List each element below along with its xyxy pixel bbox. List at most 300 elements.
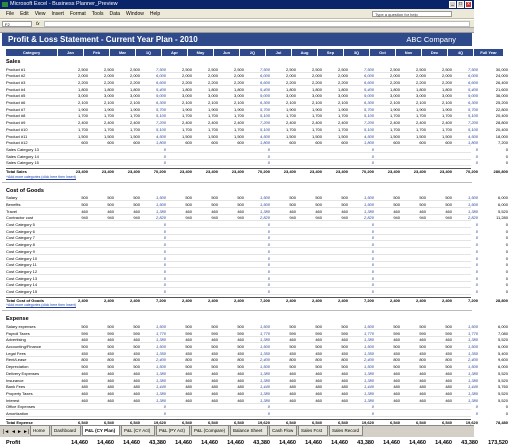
cell-4q[interactable]: 6,300 — [467, 100, 478, 105]
row-label[interactable]: Depreciation — [6, 364, 29, 370]
cell-dec[interactable]: 460 — [445, 208, 452, 214]
cell-dec[interactable]: 800 — [445, 357, 452, 363]
cell-aug[interactable]: 23,400 — [309, 169, 322, 174]
menu-format[interactable]: Format — [69, 11, 86, 17]
cell-dec[interactable]: 1,800 — [441, 86, 452, 92]
cell-nov[interactable]: 2,100 — [415, 100, 426, 105]
last-sheet-icon[interactable]: ►| — [23, 429, 30, 435]
cell-jun[interactable]: 23,400 — [231, 169, 244, 174]
cell-oct[interactable]: 2,200 — [389, 79, 400, 85]
cell-1q[interactable]: 70,200 — [153, 169, 166, 174]
cell-may[interactable]: 3,000 — [207, 93, 218, 99]
cell-may[interactable]: 460 — [211, 370, 218, 376]
cell-oct[interactable]: 2,500 — [389, 66, 400, 72]
cell-apr[interactable]: 940 — [185, 215, 192, 221]
cell-mar[interactable]: 2,500 — [129, 66, 140, 72]
cell-mar[interactable]: 450 — [133, 350, 140, 356]
cell-may[interactable]: 500 — [211, 364, 218, 370]
cell-feb[interactable]: 6,540 — [103, 419, 114, 425]
cell-feb[interactable]: 800 — [107, 357, 114, 363]
cell-jul[interactable]: 1,700 — [285, 126, 296, 132]
cell-full-year[interactable]: 5,520 — [497, 397, 508, 403]
cell-aug[interactable]: 460 — [315, 390, 322, 396]
cell-jan[interactable]: 460 — [81, 337, 88, 343]
cell-sep[interactable]: 600 — [341, 140, 348, 146]
cell-sep[interactable]: 1,700 — [337, 113, 348, 119]
cell-aug[interactable]: 14,460 — [305, 440, 322, 447]
cell-full-year[interactable]: 5,520 — [497, 390, 508, 396]
cell-3q[interactable]: 5,700 — [363, 106, 374, 112]
cell-1q[interactable]: 0 — [163, 228, 166, 234]
cell-2q[interactable]: 0 — [267, 242, 270, 248]
cell-2q[interactable]: 2,820 — [259, 215, 270, 221]
cell-apr[interactable]: 14,460 — [175, 440, 192, 447]
cell-aug[interactable]: 500 — [315, 364, 322, 370]
row-label[interactable]: Cost Category 6 — [6, 228, 35, 234]
cell-jul[interactable]: 500 — [289, 201, 296, 207]
minimize-button[interactable]: _ — [449, 1, 456, 8]
cell-mar[interactable]: 6,540 — [129, 419, 140, 425]
row-label[interactable]: Contractor cost — [6, 215, 34, 221]
cell-full-year[interactable]: 7,200 — [497, 140, 508, 146]
sheet-tab-p-l-cy-act[interactable]: P&L (CY Act) — [121, 426, 155, 436]
cell-1q[interactable]: 1,380 — [155, 370, 166, 376]
cell-jun[interactable]: 460 — [237, 208, 244, 214]
cell-3q[interactable]: 7,200 — [363, 120, 374, 126]
cell-full-year[interactable]: 5,520 — [497, 337, 508, 343]
cell-jan[interactable]: 460 — [81, 370, 88, 376]
row-label[interactable]: Salary expenses — [6, 323, 36, 329]
cell-jan[interactable]: 460 — [81, 377, 88, 383]
cell-nov[interactable]: 2,200 — [415, 79, 426, 85]
cell-2q[interactable]: 0 — [267, 235, 270, 241]
cell-sep[interactable]: 500 — [341, 344, 348, 349]
cell-feb[interactable]: 460 — [107, 390, 114, 396]
cell-may[interactable]: 590 — [211, 330, 218, 336]
cell-1q[interactable]: 0 — [163, 160, 166, 166]
cell-mar[interactable]: 800 — [133, 357, 140, 363]
cell-4q[interactable]: 1,500 — [467, 195, 478, 201]
cell-apr[interactable]: 1,800 — [181, 86, 192, 92]
cell-jun[interactable]: 3,000 — [233, 93, 244, 99]
row-label[interactable]: Product #10 — [6, 126, 28, 132]
row-label[interactable]: Cost Category 8 — [6, 242, 35, 248]
cell-4q[interactable]: 6,000 — [467, 73, 478, 79]
cell-mar[interactable]: 3,000 — [129, 93, 140, 99]
cell-full-year[interactable]: 7,080 — [497, 330, 508, 336]
add-categories-link[interactable]: +Add more categories (click here then Insert) — [6, 303, 76, 308]
cell-4q[interactable]: 0 — [475, 160, 478, 166]
cell-4q[interactable]: 0 — [475, 255, 478, 261]
cell-full-year[interactable]: 22,800 — [495, 106, 508, 112]
cell-oct[interactable]: 1,800 — [389, 86, 400, 92]
cell-may[interactable]: 500 — [211, 323, 218, 329]
cell-jan[interactable]: 23,400 — [75, 169, 88, 174]
cell-oct[interactable]: 500 — [393, 195, 400, 201]
cell-oct[interactable]: 460 — [393, 370, 400, 376]
cell-feb[interactable]: 2,500 — [103, 66, 114, 72]
cell-nov[interactable]: 500 — [419, 323, 426, 329]
cell-mar[interactable]: 480 — [133, 384, 140, 390]
row-label[interactable]: Product #12 — [6, 140, 28, 146]
cell-aug[interactable]: 2,400 — [311, 297, 322, 303]
cell-may[interactable]: 500 — [211, 344, 218, 349]
cell-feb[interactable]: 600 — [107, 140, 114, 146]
cell-nov[interactable]: 2,000 — [415, 73, 426, 79]
cell-jan[interactable]: 14,460 — [71, 440, 88, 447]
cell-3q[interactable]: 5,100 — [363, 126, 374, 132]
cell-jun[interactable]: 2,500 — [233, 66, 244, 72]
cell-nov[interactable]: 1,500 — [415, 133, 426, 139]
cell-nov[interactable]: 460 — [419, 377, 426, 383]
cell-3q[interactable]: 1,500 — [363, 344, 374, 349]
cell-jul[interactable]: 940 — [289, 215, 296, 221]
cell-full-year[interactable]: 0 — [505, 275, 508, 281]
cell-nov[interactable]: 940 — [419, 215, 426, 221]
cell-dec[interactable]: 2,500 — [441, 66, 452, 72]
row-label[interactable]: Product #7 — [6, 106, 26, 112]
cell-dec[interactable]: 1,900 — [441, 106, 452, 112]
cell-aug[interactable]: 450 — [315, 350, 322, 356]
cell-3q[interactable]: 1,350 — [363, 350, 374, 356]
sheet-tab-sales-record[interactable]: Sales Record — [329, 426, 363, 436]
cell-3q[interactable]: 0 — [371, 289, 374, 294]
cell-aug[interactable]: 600 — [315, 140, 322, 146]
cell-aug[interactable]: 1,800 — [311, 86, 322, 92]
cell-oct[interactable]: 460 — [393, 337, 400, 343]
cell-jul[interactable]: 2,500 — [285, 66, 296, 72]
cell-4q[interactable]: 1,440 — [467, 384, 478, 390]
cell-jan[interactable]: 1,800 — [77, 86, 88, 92]
cell-1q[interactable]: 0 — [163, 242, 166, 248]
cell-jan[interactable]: 2,100 — [77, 100, 88, 105]
cell-jan[interactable]: 460 — [81, 208, 88, 214]
cell-jul[interactable]: 500 — [289, 364, 296, 370]
cell-aug[interactable]: 500 — [315, 195, 322, 201]
cell-jan[interactable]: 6,540 — [77, 419, 88, 425]
cell-nov[interactable]: 23,400 — [413, 169, 426, 174]
cell-4q[interactable]: 0 — [475, 235, 478, 241]
cell-2q[interactable]: 1,500 — [259, 364, 270, 370]
cell-jun[interactable]: 2,200 — [233, 79, 244, 85]
cell-full-year[interactable]: 5,400 — [497, 350, 508, 356]
cell-nov[interactable]: 450 — [419, 350, 426, 356]
cell-may[interactable]: 1,700 — [207, 113, 218, 119]
cell-feb[interactable]: 460 — [107, 370, 114, 376]
cell-jun[interactable]: 1,900 — [233, 106, 244, 112]
maximize-button[interactable]: □ — [458, 1, 463, 7]
cell-oct[interactable]: 460 — [393, 377, 400, 383]
cell-jun[interactable]: 14,460 — [227, 440, 244, 447]
cell-4q[interactable]: 1,500 — [467, 344, 478, 349]
cell-1q[interactable]: 6,300 — [155, 100, 166, 105]
formula-input[interactable] — [44, 21, 470, 27]
cell-2q[interactable]: 0 — [267, 404, 270, 410]
cell-feb[interactable]: 3,000 — [103, 93, 114, 99]
cell-nov[interactable]: 3,000 — [415, 93, 426, 99]
cell-jul[interactable]: 460 — [289, 377, 296, 383]
cell-jan[interactable]: 1,500 — [77, 133, 88, 139]
cell-jan[interactable]: 500 — [81, 195, 88, 201]
cell-nov[interactable]: 500 — [419, 201, 426, 207]
cell-2q[interactable]: 1,350 — [259, 350, 270, 356]
cell-mar[interactable]: 1,900 — [129, 106, 140, 112]
cell-feb[interactable]: 480 — [107, 384, 114, 390]
cell-1q[interactable]: 1,500 — [155, 195, 166, 201]
cell-3q[interactable]: 19,620 — [361, 419, 374, 425]
cell-apr[interactable]: 6,540 — [181, 419, 192, 425]
menu-help[interactable]: Help — [149, 11, 161, 17]
cell-nov[interactable]: 460 — [419, 397, 426, 403]
cell-nov[interactable]: 590 — [419, 330, 426, 336]
cell-aug[interactable]: 1,700 — [311, 126, 322, 132]
cell-oct[interactable]: 500 — [393, 364, 400, 370]
cell-jan[interactable]: 460 — [81, 390, 88, 396]
cell-feb[interactable]: 1,900 — [103, 106, 114, 112]
cell-full-year[interactable]: 24,000 — [495, 73, 508, 79]
cell-oct[interactable]: 500 — [393, 201, 400, 207]
cell-jun[interactable]: 800 — [237, 357, 244, 363]
cell-sep[interactable]: 460 — [341, 337, 348, 343]
cell-nov[interactable]: 500 — [419, 195, 426, 201]
cell-mar[interactable]: 2,400 — [129, 120, 140, 126]
cell-feb[interactable]: 1,800 — [103, 86, 114, 92]
cell-feb[interactable]: 1,700 — [103, 113, 114, 119]
cell-mar[interactable]: 460 — [133, 390, 140, 396]
row-label[interactable]: Travel — [6, 208, 17, 214]
cell-mar[interactable]: 500 — [133, 344, 140, 349]
cell-dec[interactable]: 460 — [445, 377, 452, 383]
cell-nov[interactable]: 460 — [419, 370, 426, 376]
cell-4q[interactable]: 0 — [475, 262, 478, 268]
cell-full-year[interactable]: 0 — [505, 255, 508, 261]
cell-1q[interactable]: 1,770 — [155, 330, 166, 336]
cell-2q[interactable]: 1,380 — [259, 397, 270, 403]
cell-jun[interactable]: 1,800 — [233, 86, 244, 92]
cell-sep[interactable]: 1,500 — [337, 133, 348, 139]
cell-full-year[interactable]: 36,000 — [495, 93, 508, 99]
cell-4q[interactable]: 5,100 — [467, 113, 478, 119]
cell-1q[interactable]: 6,600 — [155, 79, 166, 85]
cell-2q[interactable]: 0 — [267, 146, 270, 152]
cell-jul[interactable]: 1,800 — [285, 86, 296, 92]
sheet-tab-p-l-py-act[interactable]: P&L (PY Act) — [156, 426, 190, 436]
row-label[interactable]: Cost Category 9 — [6, 248, 35, 254]
cell-jun[interactable]: 1,700 — [233, 126, 244, 132]
cell-apr[interactable]: 1,700 — [181, 126, 192, 132]
cell-jul[interactable]: 2,100 — [285, 100, 296, 105]
cell-may[interactable]: 500 — [211, 195, 218, 201]
cell-jun[interactable]: 450 — [237, 350, 244, 356]
cell-4q[interactable]: 1,380 — [467, 377, 478, 383]
cell-3q[interactable]: 0 — [371, 411, 374, 416]
cell-feb[interactable]: 500 — [107, 344, 114, 349]
cell-feb[interactable]: 2,400 — [103, 120, 114, 126]
cell-sep[interactable]: 590 — [341, 330, 348, 336]
cell-2q[interactable]: 1,500 — [259, 323, 270, 329]
first-sheet-icon[interactable]: |◄ — [3, 429, 10, 435]
cell-4q[interactable]: 1,380 — [467, 397, 478, 403]
cell-feb[interactable]: 14,460 — [97, 440, 114, 447]
cell-3q[interactable]: 43,380 — [357, 440, 374, 447]
cell-sep[interactable]: 14,460 — [331, 440, 348, 447]
cell-jan[interactable]: 500 — [81, 323, 88, 329]
cell-sep[interactable]: 460 — [341, 208, 348, 214]
cell-oct[interactable]: 500 — [393, 323, 400, 329]
cell-dec[interactable]: 2,400 — [441, 120, 452, 126]
cell-jan[interactable]: 1,700 — [77, 126, 88, 132]
cell-oct[interactable]: 600 — [393, 140, 400, 146]
cell-2q[interactable]: 1,440 — [259, 384, 270, 390]
cell-1q[interactable]: 7,200 — [155, 120, 166, 126]
cell-jan[interactable]: 590 — [81, 330, 88, 336]
cell-dec[interactable]: 14,460 — [435, 440, 452, 447]
cell-1q[interactable]: 1,350 — [155, 350, 166, 356]
row-label[interactable]: Insurance — [6, 377, 24, 383]
cell-1q[interactable]: 1,380 — [155, 337, 166, 343]
help-search-box[interactable]: Type a question for help — [372, 11, 452, 17]
cell-full-year[interactable]: 30,000 — [495, 66, 508, 72]
cell-4q[interactable]: 4,500 — [467, 133, 478, 139]
cell-jul[interactable]: 460 — [289, 370, 296, 376]
cell-full-year[interactable]: 0 — [505, 282, 508, 288]
cell-sep[interactable]: 6,540 — [337, 419, 348, 425]
cell-full-year[interactable]: 0 — [505, 404, 508, 410]
cell-feb[interactable]: 460 — [107, 208, 114, 214]
cell-apr[interactable]: 2,400 — [181, 120, 192, 126]
cell-4q[interactable]: 5,700 — [467, 106, 478, 112]
cell-may[interactable]: 450 — [211, 350, 218, 356]
cell-3q[interactable]: 7,200 — [363, 297, 374, 303]
cell-1q[interactable]: 9,000 — [155, 93, 166, 99]
cell-jul[interactable]: 460 — [289, 337, 296, 343]
cell-feb[interactable]: 450 — [107, 350, 114, 356]
cell-dec[interactable]: 1,700 — [441, 113, 452, 119]
cell-4q[interactable]: 0 — [475, 228, 478, 234]
cell-nov[interactable]: 1,700 — [415, 113, 426, 119]
cell-full-year[interactable]: 5,520 — [497, 208, 508, 214]
cell-sep[interactable]: 3,000 — [337, 93, 348, 99]
cell-feb[interactable]: 460 — [107, 397, 114, 403]
cell-4q[interactable]: 70,200 — [465, 169, 478, 174]
cell-jun[interactable]: 460 — [237, 397, 244, 403]
cell-2q[interactable]: 0 — [267, 262, 270, 268]
cell-2q[interactable]: 5,100 — [259, 126, 270, 132]
menu-file[interactable]: File — [6, 11, 15, 17]
cell-jun[interactable]: 600 — [237, 140, 244, 146]
cell-mar[interactable]: 460 — [133, 337, 140, 343]
cell-1q[interactable]: 7,500 — [155, 66, 166, 72]
cell-may[interactable]: 2,000 — [207, 73, 218, 79]
cell-dec[interactable]: 450 — [445, 350, 452, 356]
cell-2q[interactable]: 1,380 — [259, 390, 270, 396]
cell-2q[interactable]: 7,200 — [259, 120, 270, 126]
cell-3q[interactable]: 0 — [371, 268, 374, 274]
cell-4q[interactable]: 0 — [475, 222, 478, 227]
row-label[interactable]: Product #8 — [6, 113, 26, 119]
cell-2q[interactable]: 7,500 — [259, 66, 270, 72]
cell-mar[interactable]: 460 — [133, 377, 140, 383]
cell-nov[interactable]: 800 — [419, 357, 426, 363]
cell-3q[interactable]: 1,500 — [363, 364, 374, 370]
cell-may[interactable]: 940 — [211, 215, 218, 221]
row-label[interactable]: Interest — [6, 397, 20, 403]
cell-sep[interactable]: 2,000 — [337, 73, 348, 79]
cell-apr[interactable]: 460 — [185, 208, 192, 214]
sheet-tab-dashboard[interactable]: Dashboard — [51, 426, 81, 436]
cell-jul[interactable]: 3,000 — [285, 93, 296, 99]
cell-2q[interactable]: 6,600 — [259, 79, 270, 85]
cell-oct[interactable]: 2,100 — [389, 100, 400, 105]
cell-sep[interactable]: 800 — [341, 357, 348, 363]
cell-may[interactable]: 14,460 — [201, 440, 218, 447]
cell-jan[interactable]: 480 — [81, 384, 88, 390]
cell-1q[interactable]: 0 — [163, 222, 166, 227]
row-label[interactable]: Legal Fees — [6, 350, 26, 356]
cell-3q[interactable]: 1,500 — [363, 323, 374, 329]
cell-aug[interactable]: 2,500 — [311, 66, 322, 72]
cell-jul[interactable]: 23,400 — [283, 169, 296, 174]
cell-2q[interactable]: 0 — [267, 222, 270, 227]
cell-mar[interactable]: 1,500 — [129, 133, 140, 139]
cell-1q[interactable]: 1,500 — [155, 364, 166, 370]
cell-4q[interactable]: 0 — [475, 242, 478, 248]
row-label[interactable]: Cost Category 14 — [6, 282, 38, 288]
next-sheet-icon[interactable]: ► — [17, 429, 22, 435]
cell-jul[interactable]: 2,400 — [285, 120, 296, 126]
row-label[interactable]: Cost Category 11 — [6, 262, 37, 268]
cell-4q[interactable]: 7,500 — [467, 66, 478, 72]
cell-jun[interactable]: 2,000 — [233, 73, 244, 79]
cell-4q[interactable]: 0 — [475, 404, 478, 410]
menu-tools[interactable]: Tools — [91, 11, 104, 17]
cell-oct[interactable]: 14,460 — [383, 440, 400, 447]
cell-4q[interactable]: 43,380 — [461, 440, 478, 447]
cell-3q[interactable]: 6,300 — [363, 100, 374, 105]
cell-full-year[interactable]: 25,200 — [495, 100, 508, 105]
cell-apr[interactable]: 2,200 — [181, 79, 192, 85]
cell-sep[interactable]: 2,400 — [337, 297, 348, 303]
menu-window[interactable]: Window — [126, 11, 144, 17]
cell-nov[interactable]: 600 — [419, 140, 426, 146]
cell-feb[interactable]: 1,500 — [103, 133, 114, 139]
sheet-tab-balance-sheet[interactable]: Balance Sheet — [230, 426, 268, 436]
cell-sep[interactable]: 1,800 — [337, 86, 348, 92]
cell-full-year[interactable]: 0 — [505, 411, 508, 416]
row-label[interactable]: Cost Category 5 — [6, 222, 35, 227]
cell-2q[interactable]: 1,500 — [259, 344, 270, 349]
cell-4q[interactable]: 1,500 — [467, 201, 478, 207]
cell-3q[interactable]: 5,100 — [363, 113, 374, 119]
cell-apr[interactable]: 3,000 — [181, 93, 192, 99]
cell-1q[interactable]: 2,820 — [155, 215, 166, 221]
cell-aug[interactable]: 2,200 — [311, 79, 322, 85]
cell-3q[interactable]: 0 — [371, 222, 374, 227]
cell-2q[interactable]: 5,100 — [259, 113, 270, 119]
cell-1q[interactable]: 4,500 — [155, 133, 166, 139]
cell-2q[interactable]: 0 — [267, 228, 270, 234]
cell-oct[interactable]: 1,500 — [389, 133, 400, 139]
cell-3q[interactable]: 70,200 — [361, 169, 374, 174]
cell-sep[interactable]: 2,200 — [337, 79, 348, 85]
menu-view[interactable]: View — [34, 11, 46, 17]
row-label[interactable]: Salary — [6, 195, 18, 201]
cell-aug[interactable]: 2,100 — [311, 100, 322, 105]
cell-may[interactable]: 460 — [211, 397, 218, 403]
cell-nov[interactable]: 14,460 — [409, 440, 426, 447]
cell-4q[interactable]: 0 — [475, 282, 478, 288]
name-box[interactable]: F2 — [2, 21, 32, 27]
